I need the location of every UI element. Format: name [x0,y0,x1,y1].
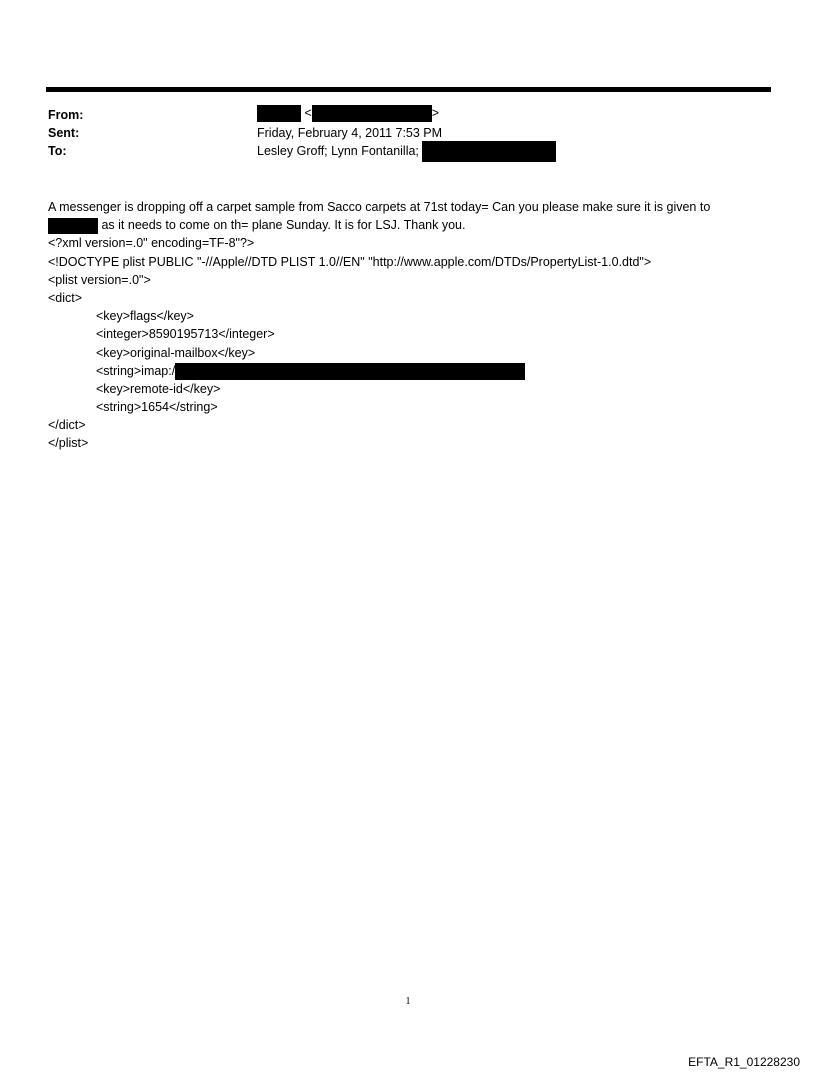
body-line: A messenger is dropping off a carpet sample from Sacco carpets at 71st today= Can you please make sure it is given to [48,200,711,214]
to-label: To: [48,144,67,158]
redaction-box [48,218,98,234]
sent-label: Sent: [48,126,80,140]
body-line: <key>flags</key> [96,309,194,324]
from-open-bracket: < [304,106,312,120]
redaction-box [257,105,301,122]
body-line: <integer>8590195713</integer> [96,327,275,342]
body-line: <string>1654</string> [96,400,218,415]
sent-value: Friday, February 4, 2011 7:53 PM [257,126,443,140]
email-body [48,198,778,453]
from-close-bracket: > [431,106,440,120]
document-id: EFTA_R1_01228230 [688,1055,800,1069]
body-line-text: <string>imap:/ [96,363,176,378]
body-line: </dict> [48,418,86,433]
to-recipients: Lesley Groff; Lynn Fontanilla; [257,143,419,158]
redaction-box [175,363,525,380]
body-line [48,362,778,380]
page-number: 1 [405,996,411,1007]
body-line-text: as it needs to come on th= plane Sunday. It is for LSJ. Thank you. [98,218,466,233]
body-line: <plist version=.0"> [48,272,151,287]
from-value [257,105,439,122]
body-line: </plist> [48,436,89,451]
redaction-box [422,141,556,162]
header-rule [46,87,771,92]
body-line: <!DOCTYPE plist PUBLIC "-//Apple//DTD PLIST 1.0//EN" "http://www.apple.com/DTDs/PropertyList-1.0.dtd"> [48,254,652,269]
to-value [257,141,556,162]
from-label: From: [48,108,84,122]
redaction-box [312,105,432,122]
body-line [48,216,778,234]
body-line: <dict> [48,290,83,305]
body-line: <?xml version=.0" encoding=TF-8"?> [48,236,255,251]
body-line: <key>original-mailbox</key> [96,345,256,360]
body-line: <key>remote-id</key> [96,381,221,396]
